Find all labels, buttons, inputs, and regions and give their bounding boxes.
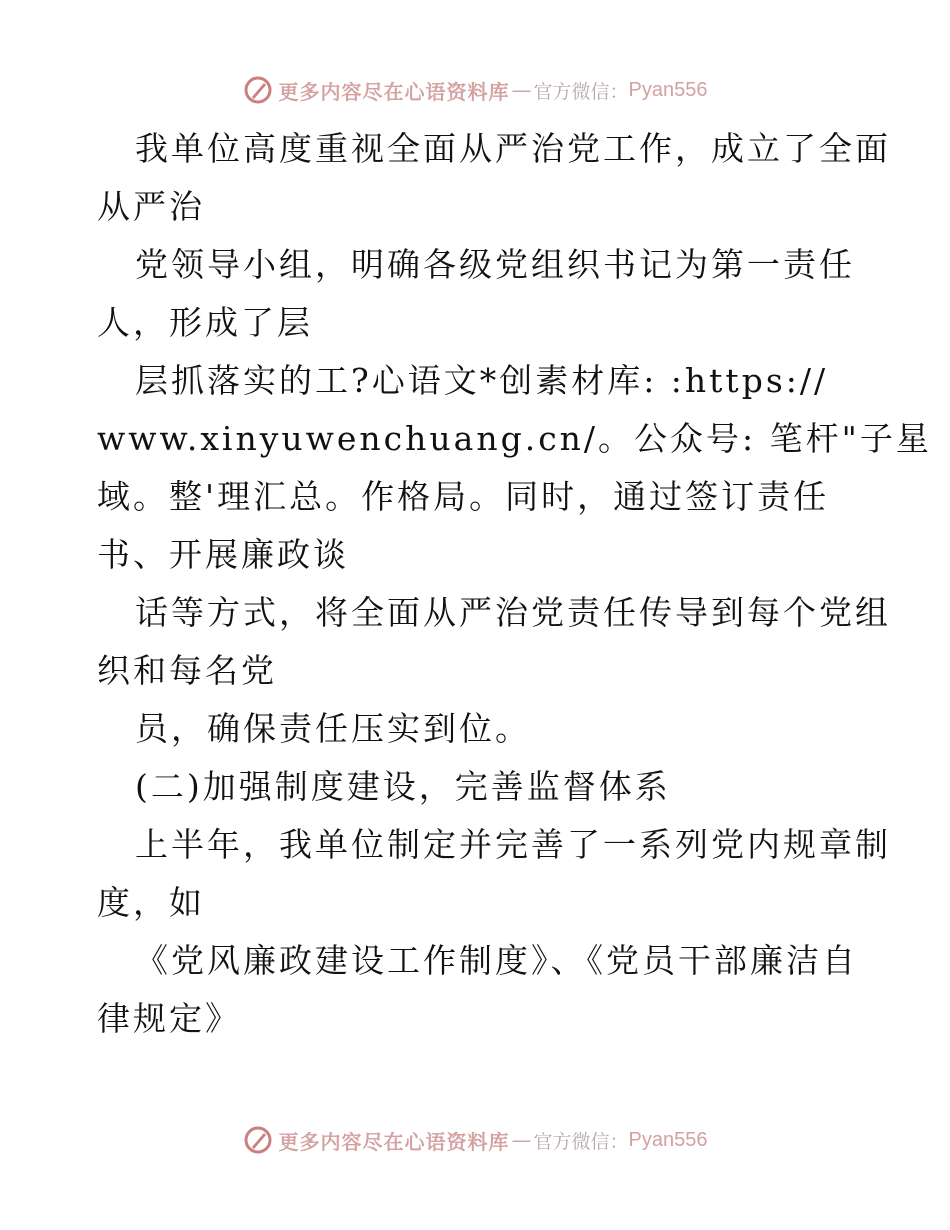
- section-heading: (二)加强制度建设，完善监督体系: [135, 767, 671, 806]
- text-line: 律规定》: [97, 999, 241, 1038]
- text-line: 从严治: [97, 187, 205, 226]
- text-line: 上半年，我单位制定并完善了一系列党内规章制: [135, 825, 891, 864]
- text-line: www.xinyuwenchuang.cn/。公众号: 笔杆"子星: [97, 419, 932, 458]
- text-line: 我单位高度重视全面从严治党工作，成立了全面: [135, 129, 891, 168]
- banner-wechat-id: Pyan556: [628, 78, 708, 101]
- banner-wechat-id: Pyan556: [628, 1128, 708, 1151]
- text-line: 书、开展廉政谈: [97, 535, 349, 574]
- banner-text: 更多内容尽在心语资料库: [278, 79, 510, 104]
- text-line: 党领导小组，明确各级党组织书记为第一责任: [135, 245, 855, 284]
- pen-logo-icon: [243, 75, 273, 105]
- text-line: 话等方式，将全面从严治党责任传导到每个党组: [135, 593, 891, 632]
- banner-wechat-label: 官方微信：: [533, 1130, 629, 1153]
- document-body: [97, 120, 932, 1048]
- text-line: 织和每名党: [97, 651, 277, 690]
- banner-wechat-label: 官方微信：: [533, 80, 629, 103]
- text-line: 《党风廉政建设工作制度》、《党员干部廉洁自: [135, 941, 858, 980]
- header-watermark: [0, 70, 950, 110]
- pen-logo-icon: [243, 1125, 273, 1155]
- banner-text: 更多内容尽在心语资料库: [278, 1129, 510, 1154]
- text-line: 层抓落实的工?心语文*创素材库: :https://: [135, 361, 829, 400]
- footer-watermark: [0, 1120, 950, 1160]
- banner-separator: —: [511, 78, 532, 102]
- text-line: 域。整'理汇总。作格局。同时，通过签订责任: [97, 477, 830, 516]
- text-line: 人，形成了层: [97, 303, 313, 342]
- text-line: 度，如: [97, 883, 205, 922]
- banner-separator: —: [511, 1128, 532, 1152]
- text-line: 员，确保责任压实到位。: [135, 709, 531, 748]
